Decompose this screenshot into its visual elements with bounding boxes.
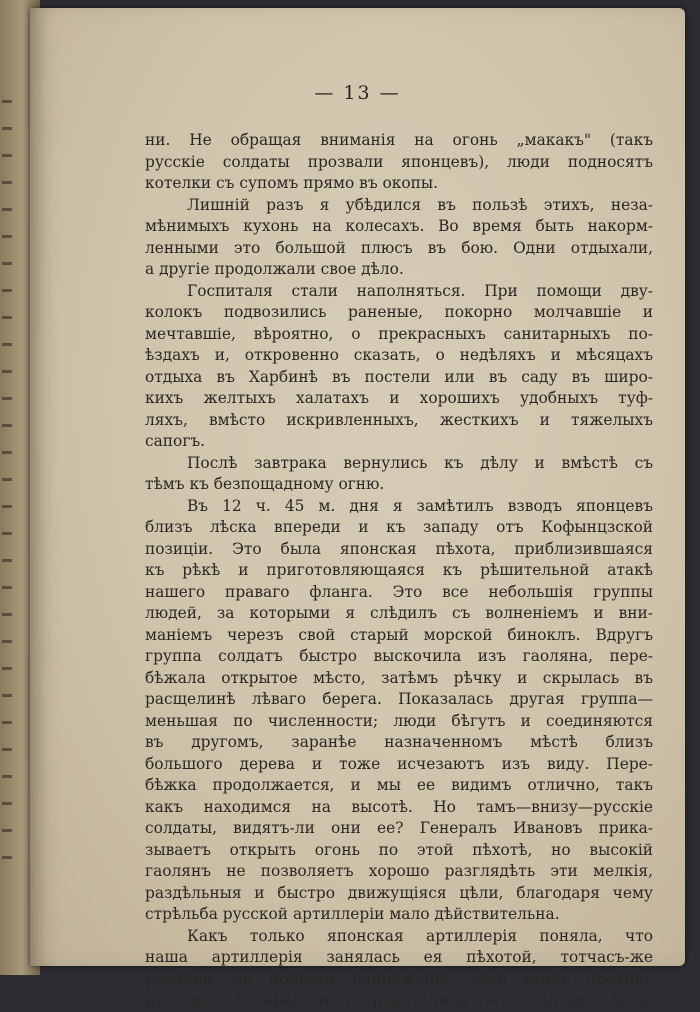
text-line: Въ 12 ч. 45 м. дня я замѣтилъ взводъ японцевъ [187, 496, 653, 515]
text-line: большого дерева и тоже исчезаютъ изъ виду. Пере- [145, 754, 653, 773]
text-line: какъ находимся на высотѣ. Но тамъ—внизу—русскіе [145, 797, 653, 816]
text-line: а другіе продолжали свое дѣло. [145, 260, 404, 278]
text-line: къ рѣкѣ и приготовляющаяся къ рѣшительной атакѣ [145, 561, 653, 579]
text-line: кихъ желтыхъ халатахъ и хорошихъ удобныхъ туф- [145, 389, 653, 407]
text-line: Послѣ завтрака вернулись къ дѣлу и вмѣстѣ съ [187, 453, 653, 472]
body-text [145, 130, 653, 1012]
text-line: Госпиталя стали наполняться. При помощи дву- [187, 281, 653, 300]
text-line: солдаты, видятъ-ли они ее? Генералъ Ивановъ прика- [145, 819, 653, 837]
book-page [30, 8, 685, 1009]
text-line: Лишній разъ я убѣдился въ пользѣ этихъ, неза- [187, 195, 653, 214]
text-line: мѣнимыхъ кухонь на колесахъ. Во время быть накорм- [145, 217, 653, 235]
text-line: колокъ подвозились раненые, покорно молчавшіе и [145, 303, 653, 321]
text-line: бѣжала открытое мѣсто, затѣмъ рѣчку и скрылась въ [145, 668, 653, 687]
text-line: бѣжка продолжается, и мы ее видимъ отлично, такъ [145, 776, 653, 794]
text-line: тѣмъ къ безпощадному огню. [145, 475, 385, 493]
text-line: ни. Не обращая вниманія на огонь „макакъ" (такъ [145, 131, 653, 149]
text-line: гаолянъ не позволяетъ хорошо разглядѣть эти мелкія, [145, 862, 653, 880]
text-line: ляхъ, вмѣсто искривленныхъ, жесткихъ и тяжелыхъ [145, 410, 653, 429]
text-line: стрѣльба русской артиллеріи мало дѣйствительна. [145, 905, 560, 923]
text-line: людей, за которыми я слѣдилъ съ волненіемъ и вни- [145, 604, 653, 622]
text-line: расщелинѣ лѣваго берега. Показалась другая группа— [145, 690, 653, 708]
text-line: группа солдатъ быстро выскочила изъ гаоляна, пере- [145, 647, 653, 665]
text-line: маніемъ черезъ свой старый морской биноклъ. Вдругъ [145, 625, 653, 644]
text-line: въ другомъ, заранѣе назначенномъ мѣстѣ близъ [145, 733, 653, 751]
text-line: мечтавшіе, вѣроятно, о прекрасныхъ санитарныхъ по- [145, 324, 653, 343]
text-line: ѣздахъ и, откровенно сказать, о недѣляхъ и мѣсяцахъ [145, 346, 653, 364]
text-line: нашего праваго фланга. Это все небольшія группы [145, 582, 653, 601]
text-line: раздѣльныя и быстро движущіяся цѣли, благодаря чему [145, 883, 653, 902]
text-line: усилила, до полнаго напряженія, свой огонь противъ [145, 969, 653, 988]
previous-page-text-edge [2, 100, 12, 860]
text-line: наша артиллерія занялась ея пѣхотой, тотчасъ-же [145, 948, 653, 966]
text-line: сапогъ. [145, 432, 206, 450]
text-line: котелки съ супомъ прямо въ окопы. [145, 174, 439, 192]
text-line: ленными это большой плюсъ въ бою. Одни отдыхали, [145, 238, 653, 257]
text-line: русскіе солдаты прозвали японцевъ), люди подносятъ [145, 152, 653, 171]
text-line: близъ лѣска впереди и къ западу отъ Кофынцзской [145, 518, 653, 536]
text-line: Какъ только японская артиллерія поняла, что [187, 926, 653, 945]
text-line: зываетъ открыть огонь по этой пѣхотѣ, но высокій [145, 840, 653, 859]
page-number: — 13 — [314, 82, 401, 104]
text-line: позиціи. Это была японская пѣхота, приблизившаяся [145, 539, 653, 558]
text-line: меньшая по численности; люди бѣгутъ и соединяются [145, 711, 653, 730]
text-line: русскихъ батарей и сосредоточила его противъ бата- [145, 991, 653, 1009]
text-line: отдыха въ Харбинѣ въ постели или въ саду въ широ- [145, 367, 653, 386]
